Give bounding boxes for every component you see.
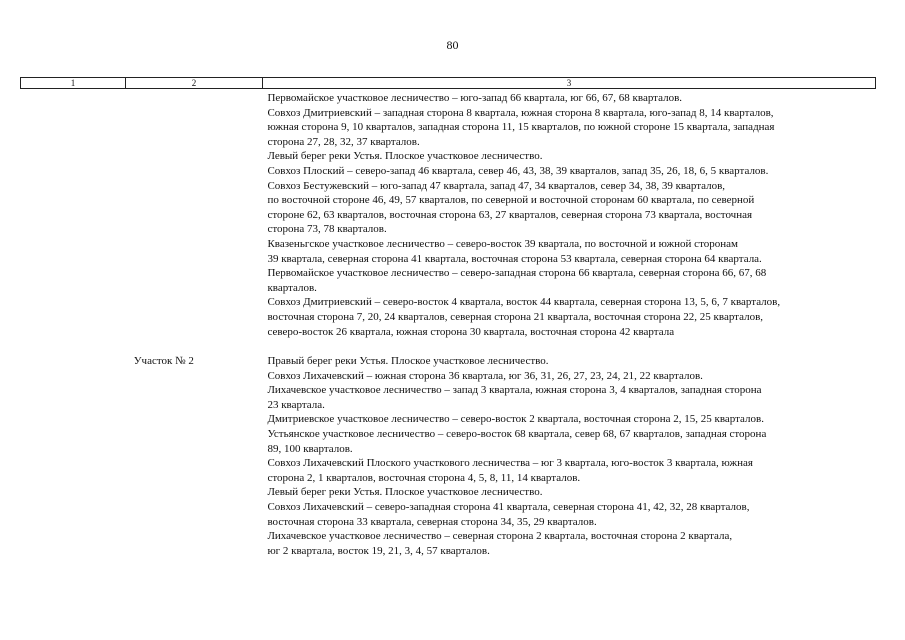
text-line: Первомайское участковое лесничество – юго-запад 66 квартала, юг 66, 67, 68 кварталов. <box>267 92 683 104</box>
text-line: Лихачевское участковое лесничество – северная сторона 2 квартала, восточная сторона 2 квартала, <box>267 530 733 543</box>
text-line: Совхоз Дмитриевский – северо-восток 4 квартала, восток 44 квартала, северная сторона 13, 5, 6, 7 кварталов, <box>267 296 781 309</box>
text-line: Квазеньгское участковое лесничество – северо-восток 39 квартала, по восточной и южной сторонам <box>267 237 738 250</box>
text-line: восточная сторона 33 квартала, северная сторона 34, 35, 29 кварталов. <box>267 515 597 528</box>
section-label: Участок № 2 <box>133 355 194 368</box>
text-line: восточная сторона 7, 20, 24 кварталов, северная сторона 21 квартала, восточная сторона 22, 25 кварталов, <box>267 310 764 323</box>
table-row <box>20 354 876 558</box>
boundary-description <box>265 354 876 558</box>
text-line: Левый берег реки Устья. Плоское участковое лесничество. <box>267 150 543 163</box>
table-header-row <box>20 77 876 89</box>
text-line: юг 2 квартала, восток 19, 21, 3, 4, 57 кварталов. <box>267 544 490 557</box>
text-line: сторона 73, 78 кварталов. <box>267 223 387 236</box>
text-line: 39 квартала, северная сторона 41 квартала, восточная сторона 53 квартала, северная сторона 64 квартала. <box>267 252 762 265</box>
text-line: Первомайское участковое лесничество – северо-западная сторона 66 квартала, северная сторона 66, 67, 68 <box>267 267 767 280</box>
column-header-3: 3 <box>566 78 572 88</box>
text-line: по восточной стороне 46, 49, 57 кварталов, по северной и восточной сторонам 60 квартала, по северной <box>267 194 755 207</box>
column-header-1: 1 <box>21 78 126 88</box>
text-line: 89, 100 кварталов. <box>267 442 353 455</box>
text-line: Совхоз Бестужевский – юго-запад 47 квартала, запад 47, 34 кварталов, север 34, 38, 39 кварталов, <box>267 179 726 192</box>
cell-column-1 <box>20 354 125 558</box>
text-line: Дмитриевское участковое лесничество – северо-восток 2 квартала, восточная сторона 2, 15, 25 кварталов. <box>267 413 764 426</box>
table-body <box>20 91 876 558</box>
text-line: Совхоз Лихачевский – южная сторона 36 квартала, юг 36, 31, 26, 27, 23, 24, 21, 22 кварталов. <box>267 369 703 382</box>
text-line: северо-восток 26 квартала, южная сторона 30 квартала, восточная сторона 42 квартала <box>267 325 675 338</box>
text-line: Совхоз Плоский – северо-запад 46 квартала, север 46, 43, 38, 39 кварталов, запад 35, 26, 18, 6, 5 кварталов. <box>267 164 769 177</box>
table-row <box>20 91 876 339</box>
page-number: 80 <box>446 38 459 52</box>
text-line: сторона 27, 28, 32, 37 кварталов. <box>267 135 420 148</box>
text-line: южная сторона 9, 10 кварталов, западная сторона 11, 15 кварталов, по южной стороне 15 квартала, западная <box>267 121 775 134</box>
text-line: Лихачевское участковое лесничество – запад 3 квартала, южная сторона 3, 4 кварталов, западная сторона <box>267 384 762 397</box>
cell-column-1 <box>20 91 125 339</box>
text-line: Правый берег реки Устья. Плоское участковое лесничество. <box>267 355 549 368</box>
text-line: сторона 2, 1 кварталов, восточная сторона 4, 5, 8, 11, 14 кварталов. <box>267 471 581 484</box>
text-line: Совхоз Лихачевский – северо-западная сторона 41 квартала, северная сторона 41, 42, 32, 28 кварталов, <box>267 501 750 514</box>
boundary-description <box>265 91 876 339</box>
text-line: стороне 62, 63 кварталов, восточная сторона 63, 27 кварталов, северная сторона 73 квартала, восточная <box>267 208 753 221</box>
section-label <box>125 91 266 339</box>
text-line: Совхоз Лихачевский Плоского участкового лесничества – юг 3 квартала, юго-восток 3 квартала, южная <box>267 457 753 470</box>
column-header-2: 2 <box>126 78 263 88</box>
text-line: Совхоз Дмитриевский – западная сторона 8 квартала, южная сторона 8 квартала, юго-запад 8, 14 кварталов, <box>267 106 774 119</box>
text-line: Устьянское участковое лесничество – северо-восток 68 квартала, север 68, 67 кварталов, западная сторона <box>267 428 767 441</box>
text-line: Левый берег реки Устья. Плоское участковое лесничество. <box>267 486 543 499</box>
text-line: 23 квартала. <box>267 398 325 411</box>
text-line: кварталов. <box>267 281 317 294</box>
